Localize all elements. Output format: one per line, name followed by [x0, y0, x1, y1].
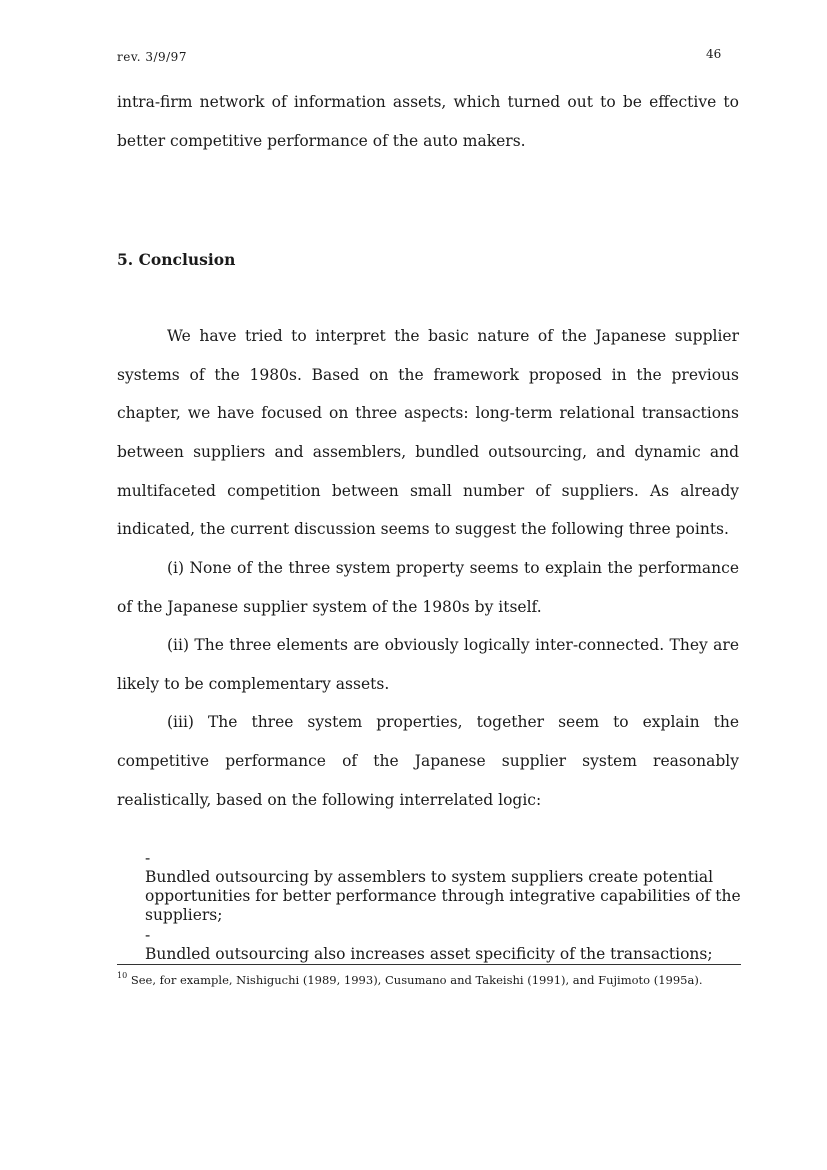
page-number: 46 — [706, 47, 722, 61]
paragraph-line: systems of the 1980s. Based on the framework proposed in the previous — [117, 366, 739, 384]
bullet-line: Bundled outsourcing by assemblers to system suppliers create potential — [145, 868, 714, 886]
paragraph-line: indicated, the current discussion seems to suggest the following three points. — [117, 520, 729, 538]
paragraph-line: We have tried to interpret the basic nature of the Japanese supplier — [167, 327, 739, 345]
footnote-marker: 10 — [117, 971, 128, 980]
point-i-line: (i) None of the three system property seems to explain the performance — [167, 559, 739, 577]
page-header-revision: rev. 3/9/97 — [117, 50, 187, 64]
bullet-dash: - — [145, 926, 151, 944]
footnote-text: See, for example, Nishiguchi (1989, 1993), Cusumano and Takeishi (1991), and Fujimoto (1995a). — [127, 973, 703, 987]
point-iii-line: realistically, based on the following interrelated logic: — [117, 791, 542, 809]
point-ii-line: likely to be complementary assets. — [117, 675, 390, 693]
point-iii-line: competitive performance of the Japanese supplier system reasonably — [117, 752, 739, 770]
footnote-divider — [117, 964, 741, 965]
point-i-line: of the Japanese supplier system of the 1980s by itself. — [117, 598, 542, 616]
paragraph-line: between suppliers and assemblers, bundled outsourcing, and dynamic and — [117, 443, 739, 461]
bullet-item — [145, 849, 740, 925]
section-heading: 5. Conclusion — [117, 250, 236, 269]
point-ii-line: (ii) The three elements are obviously logically inter-connected. They are — [167, 636, 739, 654]
bullet-line: suppliers; — [145, 906, 223, 924]
bullet-item — [145, 926, 740, 964]
point-iii-line: (iii) The three system properties, together seem to explain the — [167, 713, 739, 731]
text-line: intra-firm network of information assets, which turned out to be effective to — [117, 93, 739, 111]
paragraph-line: multifaceted competition between small number of suppliers. As already — [117, 482, 739, 500]
paragraph-line: chapter, we have focused on three aspects: long-term relational transactions — [117, 404, 739, 422]
bullet-dash: - — [145, 849, 151, 867]
bullet-line: opportunities for better performance through integrative capabilities of the — [145, 887, 741, 905]
bullet-line: Bundled outsourcing also increases asset specificity of the transactions; — [145, 945, 713, 963]
footnote — [117, 973, 703, 987]
text-line: better competitive performance of the auto makers. — [117, 132, 526, 150]
